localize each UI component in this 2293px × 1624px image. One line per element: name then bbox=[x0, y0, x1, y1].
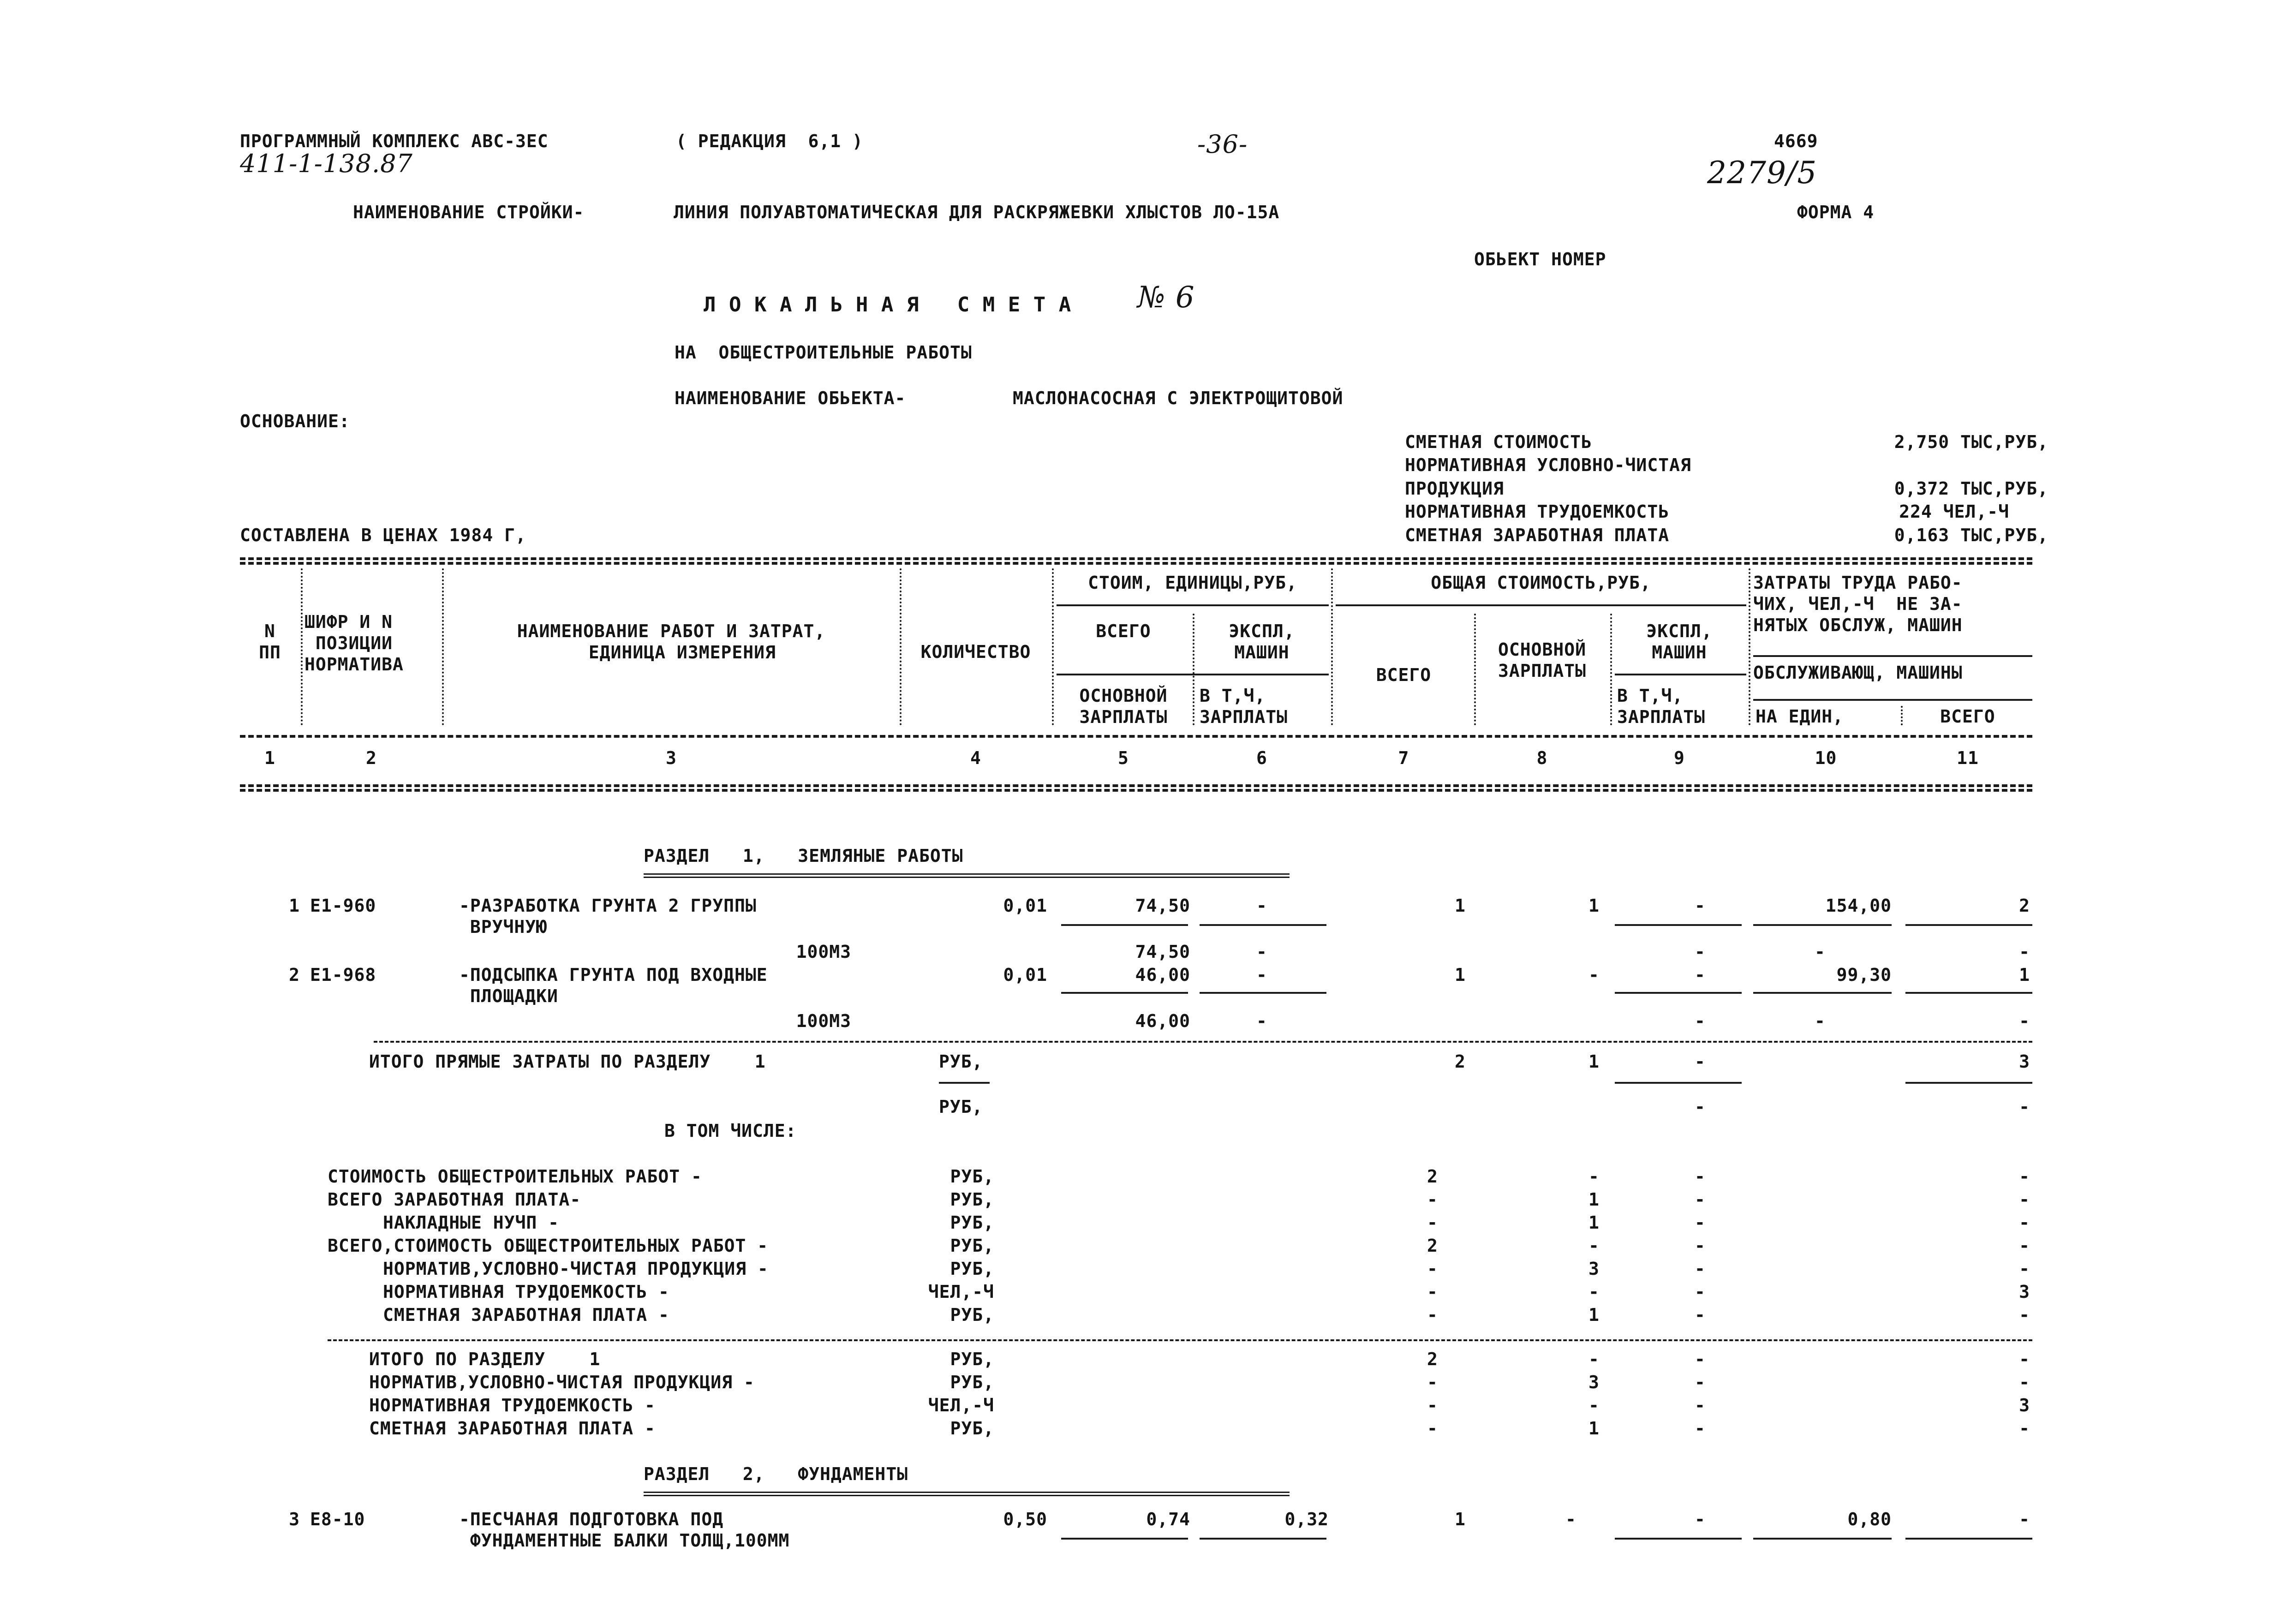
edition: ( РЕДАКЦИЯ 6,1 ) bbox=[676, 131, 863, 151]
breakdown-rows-unit-3: РУБ, bbox=[950, 1236, 994, 1256]
section-1-underline bbox=[644, 873, 1290, 878]
col-sep-1 bbox=[301, 568, 303, 725]
breakdown-rows-c9-4: - bbox=[1695, 1259, 1706, 1279]
item-2-c9: - bbox=[1695, 965, 1706, 985]
unit-cost-mid-rule bbox=[1057, 674, 1329, 675]
breakdown-rows-c9-1: - bbox=[1695, 1189, 1706, 1210]
item-3-c11-rule bbox=[1905, 1538, 2032, 1540]
document-title: Л О К А Л Ь Н А Я С М Е Т А bbox=[704, 293, 1072, 316]
item-3-c6: 0,32 bbox=[1284, 1509, 1329, 1529]
col-sep-5 bbox=[1193, 614, 1194, 725]
breakdown-rows-c8-4: 3 bbox=[1588, 1259, 1600, 1279]
col-head-6-ekspl: ЭКСПЛ, МАШИН bbox=[1229, 621, 1295, 663]
item-1-number: 1 bbox=[289, 896, 300, 916]
breakdown-rows-c11-0: - bbox=[2019, 1166, 2030, 1187]
col-sep-4 bbox=[1052, 568, 1054, 725]
itogo-rows-c7-3: - bbox=[1427, 1418, 1438, 1439]
itogo-rows-unit-2: ЧЕЛ,-Ч bbox=[928, 1395, 994, 1415]
col-head-9-zarp: В Т,Ч, ЗАРПЛАТЫ bbox=[1617, 686, 1706, 727]
breakdown-rows-c8-3: - bbox=[1588, 1236, 1600, 1256]
itogo-rows-c11-3: - bbox=[2019, 1418, 2030, 1439]
item-3-name: -ПЕСЧАНАЯ ПОДГОТОВКА ПОД ФУНДАМЕНТНЫЕ БАЛКИ ТОЛЩ,100ММ bbox=[459, 1509, 790, 1551]
summary-label-4: СМЕТНАЯ ЗАРАБОТНАЯ ПЛАТА bbox=[1405, 525, 1670, 545]
col-head-5-zarp: ОСНОВНОЙ ЗАРПЛАТЫ bbox=[1079, 686, 1168, 727]
item-3-c6-rule bbox=[1200, 1538, 1326, 1540]
direct-costs-total-label: ИТОГО ПРЯМЫЕ ЗАТРАТЫ ПО РАЗДЕЛУ 1 bbox=[369, 1051, 766, 1072]
breakdown-rows-label-5: НОРМАТИВНАЯ ТРУДОЕМКОСТЬ - bbox=[383, 1282, 669, 1302]
document-title-number: № 6 bbox=[1137, 281, 1195, 315]
direct-costs-c11b: - bbox=[2019, 1097, 2030, 1117]
item-1-c9b: - bbox=[1695, 942, 1706, 962]
summary-value-0: 2,750 ТЫС,РУБ, bbox=[1894, 432, 2048, 452]
breakdown-rows-label-1: ВСЕГО ЗАРАБОТНАЯ ПЛАТА- bbox=[328, 1189, 581, 1210]
item-1-c6: - bbox=[1256, 896, 1267, 916]
col-sep-8 bbox=[1610, 614, 1612, 725]
itogo-rows-c7-0: 2 bbox=[1427, 1349, 1438, 1369]
item-1-c11: 2 bbox=[2019, 896, 2030, 916]
col-number-2: 2 bbox=[366, 748, 377, 768]
breakdown-rows-label-2: НАКЛАДНЫЕ НУЧП - bbox=[383, 1212, 560, 1233]
breakdown-rows-unit-2: РУБ, bbox=[950, 1212, 994, 1233]
total-cost-header: ОБЩАЯ СТОИМОСТЬ,РУБ, bbox=[1431, 573, 1651, 593]
summary-value-3: 224 ЧЕЛ,-Ч bbox=[1899, 502, 2009, 522]
breakdown-rows-label-4: НОРМАТИВ,УСЛОВНО-ЧИСТАЯ ПРОДУКЦИЯ - bbox=[383, 1259, 769, 1279]
item-2-c10-rule bbox=[1753, 992, 1892, 994]
breakdown-rows-c11-3: - bbox=[2019, 1236, 2030, 1256]
col-head-5-vsego: ВСЕГО bbox=[1096, 621, 1151, 641]
object-name: МАСЛОНАСОСНАЯ С ЭЛЕКТРОЩИТОВОЙ bbox=[1013, 388, 1344, 408]
col-number-5: 5 bbox=[1118, 748, 1129, 768]
item-3-c11: - bbox=[2019, 1509, 2030, 1529]
direct-costs-total-unit-2: РУБ, bbox=[939, 1097, 983, 1117]
summary-label-0: СМЕТНАЯ СТОИМОСТЬ bbox=[1405, 432, 1592, 452]
breakdown-rows-unit-4: РУБ, bbox=[950, 1259, 994, 1279]
unit-cost-header: СТОИМ, ЕДИНИЦЫ,РУБ, bbox=[1088, 573, 1297, 593]
breakdown-rows-label-0: СТОИМОСТЬ ОБЩЕСТРОИТЕЛЬНЫХ РАБОТ - bbox=[328, 1166, 702, 1187]
item-2-qty: 0,01 bbox=[1003, 965, 1047, 985]
item-2-c7: 1 bbox=[1455, 965, 1466, 985]
section-1-items-bottom-rule bbox=[374, 1041, 2032, 1043]
item-2-c11b: - bbox=[2019, 1011, 2030, 1031]
col-head-labor-obsl: ОБСЛУЖИВАЮЩ, МАШИНЫ bbox=[1753, 663, 1963, 683]
item-1-unit: 100М3 bbox=[796, 942, 851, 962]
itogo-rows-c8-1: 3 bbox=[1588, 1372, 1600, 1392]
breakdown-rows-c11-2: - bbox=[2019, 1212, 2030, 1233]
item-3-qty: 0,50 bbox=[1003, 1509, 1047, 1529]
item-1-c9: - bbox=[1695, 896, 1706, 916]
summary-value-4: 0,163 ТЫС,РУБ, bbox=[1894, 525, 2048, 545]
section-1-title: РАЗДЕЛ 1, ЗЕМЛЯНЫЕ РАБОТЫ bbox=[644, 846, 963, 866]
direct-costs-c11-rule bbox=[1905, 1082, 2032, 1084]
direct-costs-c9: - bbox=[1695, 1051, 1706, 1072]
breakdown-rows-c9-5: - bbox=[1695, 1282, 1706, 1302]
item-1-c11-rule bbox=[1905, 924, 2032, 926]
breakdown-rows-label-3: ВСЕГО,СТОИМОСТЬ ОБЩЕСТРОИТЕЛЬНЫХ РАБОТ - bbox=[328, 1236, 769, 1256]
header-bottom-rule-2 bbox=[240, 789, 2032, 792]
col-sep-9 bbox=[1749, 568, 1750, 725]
col-sep-10 bbox=[1901, 706, 1903, 725]
col-number-6: 6 bbox=[1256, 748, 1267, 768]
breakdown-rows-c7-0: 2 bbox=[1427, 1166, 1438, 1187]
itogo-rows-unit-3: РУБ, bbox=[950, 1418, 994, 1439]
itogo-rows-c9-3: - bbox=[1695, 1418, 1706, 1439]
item-1-c11b: - bbox=[2019, 942, 2030, 962]
item-2-c11-rule bbox=[1905, 992, 2032, 994]
breakdown-rows-c9-3: - bbox=[1695, 1236, 1706, 1256]
col-head-10: НА ЕДИН, bbox=[1756, 706, 1844, 727]
itogo-rows-c11-1: - bbox=[2019, 1372, 2030, 1392]
program-name: ПРОГРАММНЫЙ КОМПЛЕКС АВС-3ЕС bbox=[240, 131, 549, 151]
item-1-c7: 1 bbox=[1455, 896, 1466, 916]
item-1-c5-rule bbox=[1061, 924, 1188, 926]
construction-name: ЛИНИЯ ПОЛУАВТОМАТИЧЕСКАЯ ДЛЯ РАСКРЯЖЕВКИ ХЛЫСТОВ ЛО-15А bbox=[674, 202, 1280, 222]
col-sep-3 bbox=[900, 568, 902, 725]
itogo-rows-label-2: НОРМАТИВНАЯ ТРУДОЕМКОСТЬ - bbox=[369, 1395, 656, 1415]
page-number: -36- bbox=[1197, 130, 1248, 159]
col-number-4: 4 bbox=[970, 748, 981, 768]
item-2-name: -ПОДСЫПКА ГРУНТА ПОД ВХОДНЫЕ ПЛОЩАДКИ bbox=[459, 965, 768, 1006]
breakdown-rows-c8-1: 1 bbox=[1588, 1189, 1600, 1210]
breakdown-rows-c7-5: - bbox=[1427, 1282, 1438, 1302]
breakdown-rows-c7-4: - bbox=[1427, 1259, 1438, 1279]
direct-costs-unit-rule bbox=[939, 1082, 990, 1084]
unit-cost-rule bbox=[1057, 604, 1329, 606]
item-3-c7: 1 bbox=[1455, 1509, 1466, 1529]
col-head-7: ВСЕГО bbox=[1376, 665, 1432, 685]
item-2-c11: 1 bbox=[2019, 965, 2030, 985]
breakdown-rows-unit-0: РУБ, bbox=[950, 1166, 994, 1187]
labor-mid-rule bbox=[1753, 655, 2032, 657]
item-3-c5: 0,74 bbox=[1146, 1509, 1190, 1529]
itogo-rows-c9-1: - bbox=[1695, 1372, 1706, 1392]
breakdown-rows-c8-2: 1 bbox=[1588, 1212, 1600, 1233]
itogo-rows-c7-1: - bbox=[1427, 1372, 1438, 1392]
col-head-6-zarp: В Т,Ч, ЗАРПЛАТЫ bbox=[1200, 686, 1288, 727]
item-2-c6: - bbox=[1256, 965, 1267, 985]
item-1-c8: 1 bbox=[1588, 896, 1600, 916]
breakdown-rows-label-6: СМЕТНАЯ ЗАРАБОТНАЯ ПЛАТА - bbox=[383, 1305, 669, 1325]
item-2-c5-rule bbox=[1061, 992, 1188, 994]
item-2-number: 2 bbox=[289, 965, 300, 985]
col-sep-2 bbox=[442, 568, 444, 725]
summary-label-2: ПРОДУКЦИЯ bbox=[1405, 478, 1504, 499]
item-1-c10b: - bbox=[1815, 942, 1826, 962]
section-1-breakdown-bottom-rule bbox=[328, 1339, 2032, 1341]
col-number-7: 7 bbox=[1398, 748, 1409, 768]
itogo-rows-label-3: СМЕТНАЯ ЗАРАБОТНАЯ ПЛАТА - bbox=[369, 1418, 656, 1439]
labor-header: ЗАТРАТЫ ТРУДА РАБО- ЧИХ, ЧЕЛ,-Ч НЕ ЗА- НЯТЫХ ОБСЛУЖ, МАШИН bbox=[1753, 573, 1963, 635]
handwritten-code: 411-1-138.87 bbox=[240, 149, 413, 178]
direct-costs-c7: 2 bbox=[1455, 1051, 1466, 1072]
direct-costs-c11: 3 bbox=[2019, 1051, 2030, 1072]
summary-label-1: НОРМАТИВНАЯ УСЛОВНО-ЧИСТАЯ bbox=[1405, 455, 1691, 475]
breakdown-rows-unit-5: ЧЕЛ,-Ч bbox=[928, 1282, 994, 1302]
breakdown-rows-c9-2: - bbox=[1695, 1212, 1706, 1233]
itogo-rows-c9-0: - bbox=[1695, 1349, 1706, 1369]
item-3-number: 3 bbox=[289, 1509, 300, 1529]
item-3-code: Е8-10 bbox=[310, 1509, 365, 1529]
item-1-name: -РАЗРАБОТКА ГРУНТА 2 ГРУППЫ ВРУЧНУЮ bbox=[459, 896, 757, 937]
total-cost-rule bbox=[1336, 604, 1746, 606]
document-subtitle: НА ОБЩЕСТРОИТЕЛЬНЫЕ РАБОТЫ bbox=[675, 342, 972, 363]
header-top-rule-2 bbox=[240, 562, 2032, 565]
object-number-label: ОБЬЕКТ НОМЕР bbox=[1474, 249, 1606, 269]
item-2-c9b: - bbox=[1695, 1011, 1706, 1031]
item-2-c8: - bbox=[1588, 965, 1600, 985]
col-sep-6 bbox=[1331, 568, 1333, 725]
header-top-rule bbox=[240, 557, 2032, 560]
header-numbers-top-rule bbox=[240, 735, 2032, 738]
col-number-3: 3 bbox=[666, 748, 677, 768]
item-1-c10: 154,00 bbox=[1825, 896, 1892, 916]
col-sep-7 bbox=[1474, 614, 1476, 725]
item-1-c5: 74,50 bbox=[1135, 896, 1190, 916]
breakdown-rows-c11-4: - bbox=[2019, 1259, 2030, 1279]
breakdown-rows-c8-6: 1 bbox=[1588, 1305, 1600, 1325]
summary-label-3: НОРМАТИВНАЯ ТРУДОЕМКОСТЬ bbox=[1405, 502, 1670, 522]
itogo-rows-label-0: ИТОГО ПО РАЗДЕЛУ 1 bbox=[369, 1349, 601, 1369]
direct-costs-total-unit: РУБ, bbox=[939, 1051, 983, 1072]
header-bottom-rule bbox=[240, 784, 2032, 787]
itogo-rows-c11-2: 3 bbox=[2019, 1395, 2030, 1415]
item-3-c8: - bbox=[1565, 1509, 1576, 1529]
breakdown-rows-c11-6: - bbox=[2019, 1305, 2030, 1325]
breakdown-rows-c7-1: - bbox=[1427, 1189, 1438, 1210]
itogo-rows-label-1: НОРМАТИВ,УСЛОВНО-ЧИСТАЯ ПРОДУКЦИЯ - bbox=[369, 1372, 755, 1392]
col-head-9: ЭКСПЛ, МАШИН bbox=[1646, 621, 1713, 663]
prices-note: СОСТАВЛЕНА В ЦЕНАХ 1984 Г, bbox=[240, 525, 526, 545]
direct-costs-c9b: - bbox=[1695, 1097, 1706, 1117]
item-3-c10: 0,80 bbox=[1847, 1509, 1892, 1529]
basis-label: ОСНОВАНИЕ: bbox=[240, 411, 350, 431]
col-head-1: N ПП bbox=[259, 621, 281, 663]
breakdown-rows-c8-5: - bbox=[1588, 1282, 1600, 1302]
item-2-c5: 46,00 bbox=[1135, 965, 1190, 985]
item-1-qty: 0,01 bbox=[1003, 896, 1047, 916]
summary-value-2: 0,372 ТЫС,РУБ, bbox=[1894, 478, 2048, 499]
item-2-c9-rule bbox=[1615, 992, 1742, 994]
item-1-code: Е1-960 bbox=[310, 896, 376, 916]
col-head-3: НАИМЕНОВАНИЕ РАБОТ И ЗАТРАТ, ЕДИНИЦА ИЗМЕРЕНИЯ bbox=[517, 621, 826, 663]
breakdown-rows-c9-0: - bbox=[1695, 1166, 1706, 1187]
object-label: НАИМЕНОВАНИЕ ОБЬЕКТА- bbox=[675, 388, 906, 408]
breakdown-rows-c9-6: - bbox=[1695, 1305, 1706, 1325]
item-1-c10-rule bbox=[1753, 924, 1892, 926]
item-2-c10b: - bbox=[1815, 1011, 1826, 1031]
itogo-rows-c8-2: - bbox=[1588, 1395, 1600, 1415]
col-number-10: 10 bbox=[1815, 748, 1837, 768]
col-head-4: КОЛИЧЕСТВО bbox=[920, 642, 1031, 662]
item-2-c5b: 46,00 bbox=[1135, 1011, 1190, 1031]
section-2-title: РАЗДЕЛ 2, ФУНДАМЕНТЫ bbox=[644, 1464, 908, 1484]
breakdown-rows-c8-0: - bbox=[1588, 1166, 1600, 1187]
labor-lower-rule bbox=[1753, 699, 2032, 701]
item-1-c6-rule bbox=[1200, 924, 1326, 926]
itogo-rows-c7-2: - bbox=[1427, 1395, 1438, 1415]
item-1-c5b: 74,50 bbox=[1135, 942, 1190, 962]
itogo-rows-unit-0: РУБ, bbox=[950, 1349, 994, 1369]
item-3-c5-rule bbox=[1061, 1538, 1188, 1540]
including-label: В ТОМ ЧИСЛЕ: bbox=[664, 1121, 797, 1141]
item-2-c6-rule bbox=[1200, 992, 1326, 994]
item-3-c10-rule bbox=[1753, 1538, 1892, 1540]
itogo-rows-c11-0: - bbox=[2019, 1349, 2030, 1369]
itogo-rows-c8-0: - bbox=[1588, 1349, 1600, 1369]
item-1-c9-rule bbox=[1615, 924, 1742, 926]
breakdown-rows-c11-1: - bbox=[2019, 1189, 2030, 1210]
breakdown-rows-c7-3: 2 bbox=[1427, 1236, 1438, 1256]
document-number: 4669 bbox=[1774, 131, 1818, 151]
direct-costs-c9-rule bbox=[1615, 1082, 1742, 1084]
itogo-rows-c8-3: 1 bbox=[1588, 1418, 1600, 1439]
breakdown-rows-unit-1: РУБ, bbox=[950, 1189, 994, 1210]
handwritten-reference: 2279/5 bbox=[1707, 155, 1817, 191]
form-number: ФОРМА 4 bbox=[1797, 202, 1875, 222]
col-number-8: 8 bbox=[1536, 748, 1548, 768]
item-2-c6b: - bbox=[1256, 1011, 1267, 1031]
item-3-c9-rule bbox=[1615, 1538, 1742, 1540]
direct-costs-c8: 1 bbox=[1588, 1051, 1600, 1072]
breakdown-rows-c7-2: - bbox=[1427, 1212, 1438, 1233]
ekspl-mid-rule bbox=[1615, 674, 1746, 675]
breakdown-rows-c11-5: 3 bbox=[2019, 1282, 2030, 1302]
section-2-underline bbox=[644, 1492, 1290, 1496]
item-2-unit: 100М3 bbox=[796, 1011, 851, 1031]
breakdown-rows-c7-6: - bbox=[1427, 1305, 1438, 1325]
item-3-c9: - bbox=[1695, 1509, 1706, 1529]
construction-label: НАИМЕНОВАНИЕ СТРОЙКИ- bbox=[353, 202, 585, 222]
col-number-9: 9 bbox=[1674, 748, 1685, 768]
col-head-8: ОСНОВНОЙ ЗАРПЛАТЫ bbox=[1498, 639, 1587, 681]
col-head-11: ВСЕГО bbox=[1940, 706, 1995, 727]
itogo-rows-c9-2: - bbox=[1695, 1395, 1706, 1415]
col-head-2: ШИФР И N ПОЗИЦИИ НОРМАТИВА bbox=[305, 612, 404, 675]
col-number-1: 1 bbox=[264, 748, 275, 768]
item-2-code: Е1-968 bbox=[310, 965, 376, 985]
breakdown-rows-unit-6: РУБ, bbox=[950, 1305, 994, 1325]
item-1-c6b: - bbox=[1256, 942, 1267, 962]
item-2-c10: 99,30 bbox=[1836, 965, 1892, 985]
itogo-rows-unit-1: РУБ, bbox=[950, 1372, 994, 1392]
col-number-11: 11 bbox=[1957, 748, 1979, 768]
